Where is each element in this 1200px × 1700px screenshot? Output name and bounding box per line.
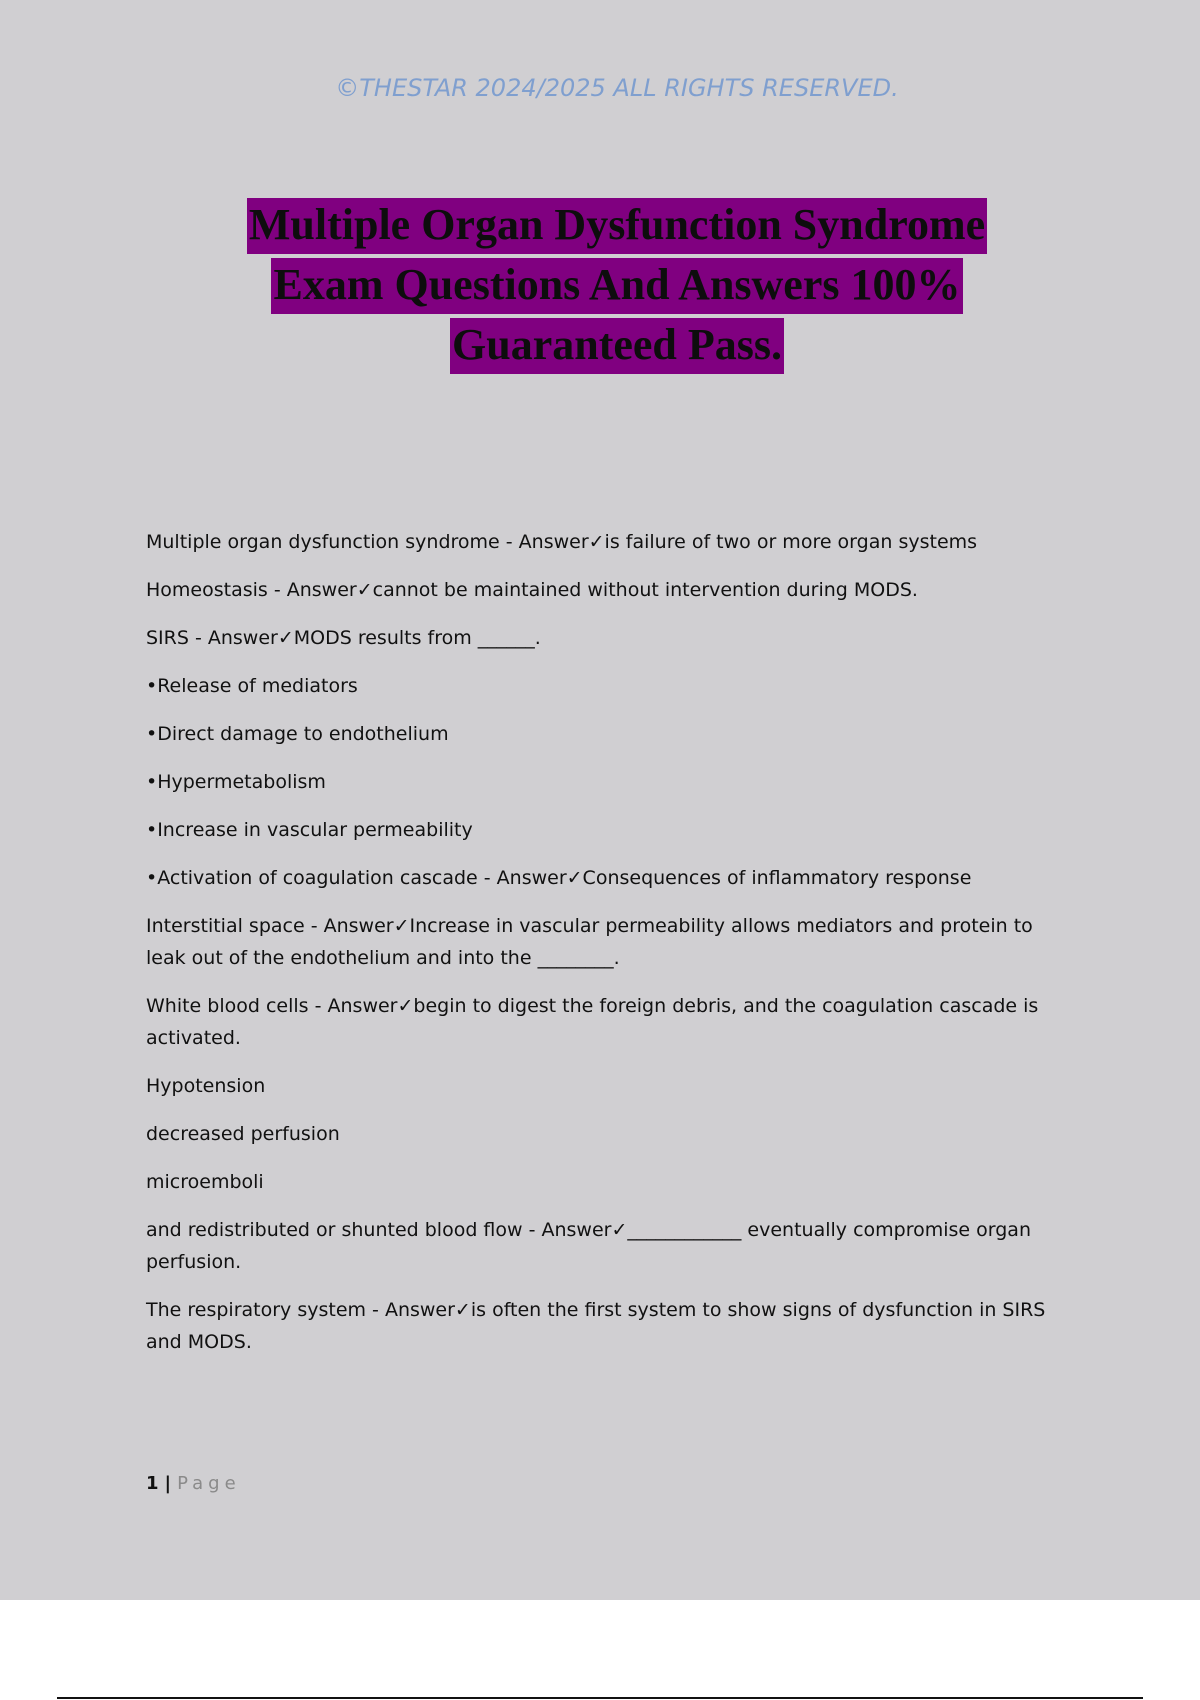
- qa-item: White blood cells - Answer✓begin to digest the foreign debris, and the coagulation cascade is activated.: [146, 995, 1045, 1049]
- qa-item: •Direct damage to endothelium: [146, 723, 449, 745]
- qa-item: •Hypermetabolism: [146, 771, 326, 793]
- qa-item: microemboli: [146, 1171, 264, 1193]
- qa-item: Hypotension: [146, 1075, 266, 1097]
- bottom-divider: [57, 1697, 1143, 1699]
- qa-list: [146, 526, 1076, 1374]
- document-title: [0, 198, 1200, 374]
- qa-item: Interstitial space - Answer✓Increase in vascular permeability allows mediators and protein to leak out of the endothelium and into the ________.: [146, 915, 1039, 969]
- page-label: Page: [177, 1473, 241, 1494]
- qa-item: and redistributed or shunted blood flow - Answer✓____________ eventually compromise organ perfusion.: [146, 1219, 1038, 1273]
- title-line: Guaranteed Pass.: [450, 318, 784, 374]
- qa-item: SIRS - Answer✓MODS results from ______.: [146, 627, 541, 649]
- title-line: Exam Questions And Answers 100%: [271, 258, 962, 314]
- qa-item: Multiple organ dysfunction syndrome - Answer✓is failure of two or more organ systems: [146, 531, 978, 553]
- qa-item: •Increase in vascular permeability: [146, 819, 473, 841]
- page-number: 1: [146, 1473, 159, 1494]
- title-line: Multiple Organ Dysfunction Syndrome: [247, 198, 987, 254]
- qa-item: Homeostasis - Answer✓cannot be maintained without intervention during MODS.: [146, 579, 918, 601]
- qa-item: decreased perfusion: [146, 1123, 340, 1145]
- copyright-watermark: ©THESTAR 2024/2025 ALL RIGHTS RESERVED.: [335, 74, 899, 102]
- qa-item: •Release of mediators: [146, 675, 358, 697]
- page-separator: |: [164, 1473, 172, 1494]
- qa-item: •Activation of coagulation cascade - Answer✓Consequences of inflammatory response: [146, 867, 972, 889]
- page-footer: [146, 1473, 241, 1494]
- qa-item: The respiratory system - Answer✓is often the first system to show signs of dysfunction in SIRS and MODS.: [146, 1299, 1052, 1353]
